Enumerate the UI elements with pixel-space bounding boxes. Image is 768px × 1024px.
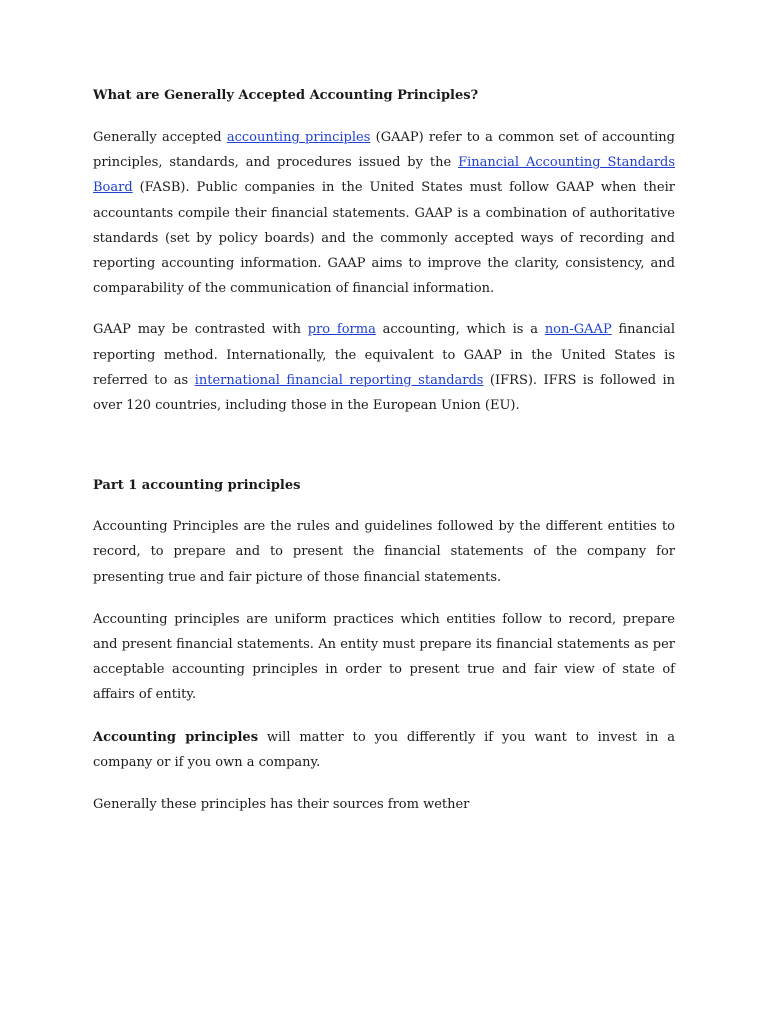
gaap-intro-paragraph (93, 125, 675, 301)
text-run: (GAAP) refer to a common set of accounting principles, standards, and procedures issued by the (93, 130, 675, 171)
definition-paragraph: Accounting Principles are the rules and guidelines followed by the different entities to record, to prepare and to present the financial statements of the company for presenting true and fair picture of those financial statements. (93, 519, 675, 585)
text-run: (FASB). Public companies in the United States must follow GAAP when their accountants compile their financial statements. GAAP is a combination of authoritative standards (set by policy boards) and the commonly accepted ways of recording and reporting accounting information. GAAP aims to improve the clarity, consistency, and comparability of the communication of financial information. (93, 180, 675, 297)
sources-paragraph: Generally these principles has their sources from wether (93, 797, 470, 813)
link-accounting-principles[interactable]: accounting principles (226, 130, 371, 145)
document-page (93, 84, 675, 817)
text-run: financial reporting method. Internationally, the equivalent to GAAP in the United States is referred to as (93, 322, 675, 388)
link-fasb[interactable]: Financial Accounting Standards Board (93, 155, 675, 196)
bold-term: Accounting principles (93, 729, 259, 745)
link-ifrs[interactable]: international financial reporting standards (194, 372, 484, 388)
uniform-practices-paragraph: Accounting principles are uniform practices which entities follow to record, prepare and present financial statements. An entity must prepare its financial statements as per acceptable accounting principles in order to present true and fair view of state of affairs of entity. (93, 611, 675, 703)
text-run: accounting, which is a (375, 322, 545, 338)
section-heading-part1: Part 1 accounting principles (93, 478, 301, 494)
text-run: will matter to you differently if you want to invest in a company or if you own a company. (93, 729, 675, 770)
text-run: (IFRS). IFRS is followed in over 120 countries, including those in the European Union (EU). (93, 372, 675, 414)
link-non-gaap[interactable]: non-GAAP (544, 322, 612, 338)
investor-paragraph (93, 725, 675, 775)
gaap-contrast-paragraph (93, 317, 675, 418)
link-pro-forma[interactable]: pro forma (307, 322, 376, 338)
text-run: GAAP may be contrasted with (93, 322, 308, 338)
text-run: Generally accepted (93, 130, 227, 145)
page-title: What are Generally Accepted Accounting Principles? (93, 88, 479, 103)
